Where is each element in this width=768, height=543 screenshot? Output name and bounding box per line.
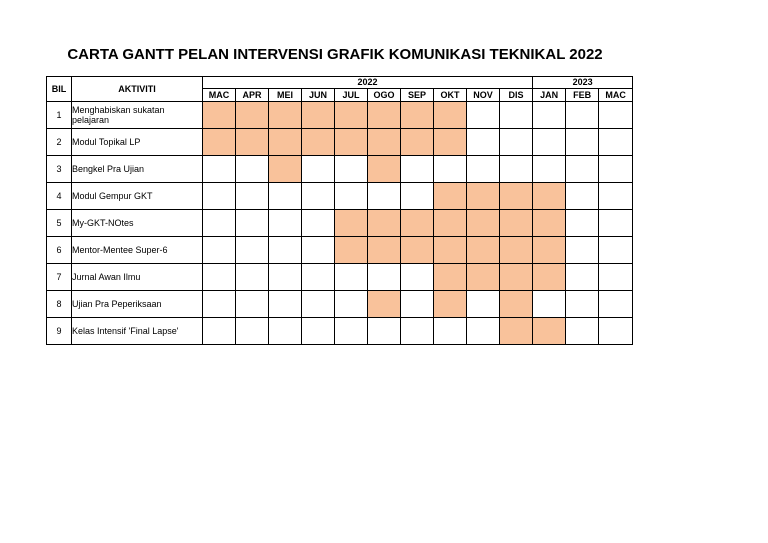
row-number: 3 <box>47 156 72 183</box>
month-header: SEP <box>401 89 434 102</box>
schedule-cell-empty <box>302 264 335 291</box>
schedule-cell-empty <box>533 291 566 318</box>
schedule-cell-active <box>368 210 401 237</box>
schedule-cell-empty <box>500 156 533 183</box>
schedule-cell-active <box>434 183 467 210</box>
month-header: OGO <box>368 89 401 102</box>
schedule-cell-active <box>302 129 335 156</box>
schedule-cell-active <box>368 129 401 156</box>
header-bil: BIL <box>47 77 72 102</box>
activity-name: Modul Topikal LP <box>72 129 203 156</box>
schedule-cell-empty <box>368 264 401 291</box>
schedule-cell-empty <box>269 291 302 318</box>
year-header: 2022 <box>203 77 533 89</box>
schedule-cell-active <box>269 129 302 156</box>
activity-name: My-GKT-NOtes <box>72 210 203 237</box>
schedule-cell-empty <box>236 183 269 210</box>
schedule-cell-empty <box>302 318 335 345</box>
activity-name: Kelas Intensif 'Final Lapse' <box>72 318 203 345</box>
schedule-cell-empty <box>566 183 599 210</box>
schedule-cell-active <box>533 210 566 237</box>
schedule-cell-active <box>335 237 368 264</box>
gantt-chart-table <box>46 76 633 345</box>
activity-row <box>47 318 633 345</box>
month-header: MAC <box>203 89 236 102</box>
activity-row <box>47 183 633 210</box>
schedule-cell-empty <box>566 102 599 129</box>
schedule-cell-empty <box>467 129 500 156</box>
schedule-cell-empty <box>335 183 368 210</box>
schedule-cell-empty <box>566 318 599 345</box>
activity-name: Menghabiskan sukatan pelajaran <box>72 102 203 129</box>
schedule-cell-empty <box>203 210 236 237</box>
month-header: MAC <box>599 89 633 102</box>
schedule-cell-active <box>401 237 434 264</box>
month-header: JUL <box>335 89 368 102</box>
schedule-cell-empty <box>401 156 434 183</box>
schedule-cell-empty <box>566 210 599 237</box>
schedule-cell-empty <box>203 291 236 318</box>
schedule-cell-active <box>434 264 467 291</box>
schedule-cell-empty <box>599 237 633 264</box>
schedule-cell-empty <box>533 129 566 156</box>
schedule-cell-empty <box>269 237 302 264</box>
schedule-cell-empty <box>533 156 566 183</box>
schedule-cell-active <box>434 237 467 264</box>
activity-name: Bengkel Pra Ujian <box>72 156 203 183</box>
schedule-cell-empty <box>599 318 633 345</box>
schedule-cell-empty <box>566 129 599 156</box>
activity-row <box>47 237 633 264</box>
schedule-cell-empty <box>599 102 633 129</box>
activity-row <box>47 129 633 156</box>
schedule-cell-active <box>533 183 566 210</box>
schedule-cell-empty <box>566 156 599 183</box>
schedule-cell-empty <box>533 102 566 129</box>
schedule-cell-empty <box>203 237 236 264</box>
header-aktiviti: AKTIVITI <box>72 77 203 102</box>
schedule-cell-empty <box>599 183 633 210</box>
row-number: 6 <box>47 237 72 264</box>
schedule-cell-active <box>500 318 533 345</box>
month-header: NOV <box>467 89 500 102</box>
schedule-cell-empty <box>500 129 533 156</box>
schedule-cell-active <box>269 102 302 129</box>
row-number: 7 <box>47 264 72 291</box>
schedule-cell-active <box>236 129 269 156</box>
month-header: APR <box>236 89 269 102</box>
schedule-cell-empty <box>467 102 500 129</box>
schedule-cell-empty <box>203 183 236 210</box>
schedule-cell-active <box>467 237 500 264</box>
activity-row <box>47 210 633 237</box>
schedule-cell-active <box>500 291 533 318</box>
schedule-cell-empty <box>434 156 467 183</box>
schedule-cell-empty <box>599 129 633 156</box>
schedule-cell-active <box>368 156 401 183</box>
schedule-cell-active <box>401 210 434 237</box>
schedule-cell-empty <box>236 264 269 291</box>
document-title: CARTA GANTT PELAN INTERVENSI GRAFIK KOMUNIKASI TEKNIKAL 2022 <box>67 46 603 63</box>
schedule-cell-active <box>368 237 401 264</box>
activity-name: Mentor-Mentee Super-6 <box>72 237 203 264</box>
schedule-cell-empty <box>302 237 335 264</box>
schedule-cell-empty <box>368 318 401 345</box>
activity-name: Ujian Pra Peperiksaan <box>72 291 203 318</box>
schedule-cell-active <box>434 102 467 129</box>
schedule-cell-empty <box>203 156 236 183</box>
activity-name: Jurnal Awan Ilmu <box>72 264 203 291</box>
schedule-cell-active <box>368 291 401 318</box>
schedule-cell-empty <box>401 291 434 318</box>
activity-row <box>47 291 633 318</box>
schedule-cell-empty <box>599 291 633 318</box>
activity-row <box>47 156 633 183</box>
month-header: DIS <box>500 89 533 102</box>
schedule-cell-active <box>434 291 467 318</box>
month-header: MEI <box>269 89 302 102</box>
schedule-cell-active <box>203 102 236 129</box>
schedule-cell-active <box>335 102 368 129</box>
schedule-cell-active <box>500 264 533 291</box>
month-header: FEB <box>566 89 599 102</box>
schedule-cell-empty <box>269 318 302 345</box>
schedule-cell-active <box>335 129 368 156</box>
schedule-cell-empty <box>203 318 236 345</box>
schedule-cell-empty <box>368 183 401 210</box>
schedule-cell-empty <box>500 102 533 129</box>
schedule-cell-active <box>500 210 533 237</box>
schedule-cell-active <box>236 102 269 129</box>
schedule-cell-active <box>368 102 401 129</box>
schedule-cell-active <box>467 264 500 291</box>
row-number: 2 <box>47 129 72 156</box>
row-number: 4 <box>47 183 72 210</box>
schedule-cell-active <box>500 237 533 264</box>
schedule-cell-empty <box>236 210 269 237</box>
schedule-cell-empty <box>302 183 335 210</box>
activity-row <box>47 102 633 129</box>
schedule-cell-empty <box>467 156 500 183</box>
schedule-cell-empty <box>467 291 500 318</box>
schedule-cell-active <box>500 183 533 210</box>
schedule-cell-empty <box>599 264 633 291</box>
schedule-cell-active <box>434 129 467 156</box>
activity-row <box>47 264 633 291</box>
schedule-cell-empty <box>236 237 269 264</box>
schedule-cell-empty <box>302 156 335 183</box>
schedule-cell-empty <box>269 183 302 210</box>
schedule-cell-empty <box>335 318 368 345</box>
row-number: 5 <box>47 210 72 237</box>
year-header: 2023 <box>533 77 633 89</box>
schedule-cell-empty <box>566 264 599 291</box>
schedule-cell-empty <box>302 210 335 237</box>
schedule-cell-empty <box>401 318 434 345</box>
schedule-cell-active <box>269 156 302 183</box>
month-header: JUN <box>302 89 335 102</box>
schedule-cell-empty <box>236 156 269 183</box>
row-number: 1 <box>47 102 72 129</box>
schedule-cell-active <box>434 210 467 237</box>
schedule-cell-empty <box>236 291 269 318</box>
schedule-cell-empty <box>467 318 500 345</box>
schedule-cell-empty <box>302 291 335 318</box>
schedule-cell-active <box>467 210 500 237</box>
month-header: JAN <box>533 89 566 102</box>
schedule-cell-empty <box>269 210 302 237</box>
schedule-cell-empty <box>566 291 599 318</box>
row-number: 8 <box>47 291 72 318</box>
schedule-cell-active <box>401 129 434 156</box>
schedule-cell-empty <box>434 318 467 345</box>
activity-name: Modul Gempur GKT <box>72 183 203 210</box>
month-header: OKT <box>434 89 467 102</box>
schedule-cell-empty <box>401 264 434 291</box>
row-number: 9 <box>47 318 72 345</box>
schedule-cell-active <box>533 318 566 345</box>
schedule-cell-empty <box>599 156 633 183</box>
schedule-cell-active <box>467 183 500 210</box>
schedule-cell-empty <box>236 318 269 345</box>
schedule-cell-active <box>335 210 368 237</box>
schedule-cell-active <box>533 264 566 291</box>
schedule-cell-active <box>401 102 434 129</box>
schedule-cell-active <box>533 237 566 264</box>
schedule-cell-empty <box>335 291 368 318</box>
schedule-cell-empty <box>401 183 434 210</box>
schedule-cell-empty <box>599 210 633 237</box>
schedule-cell-empty <box>269 264 302 291</box>
schedule-cell-empty <box>566 237 599 264</box>
schedule-cell-empty <box>335 264 368 291</box>
schedule-cell-empty <box>203 264 236 291</box>
schedule-cell-active <box>203 129 236 156</box>
schedule-cell-active <box>302 102 335 129</box>
schedule-cell-empty <box>335 156 368 183</box>
